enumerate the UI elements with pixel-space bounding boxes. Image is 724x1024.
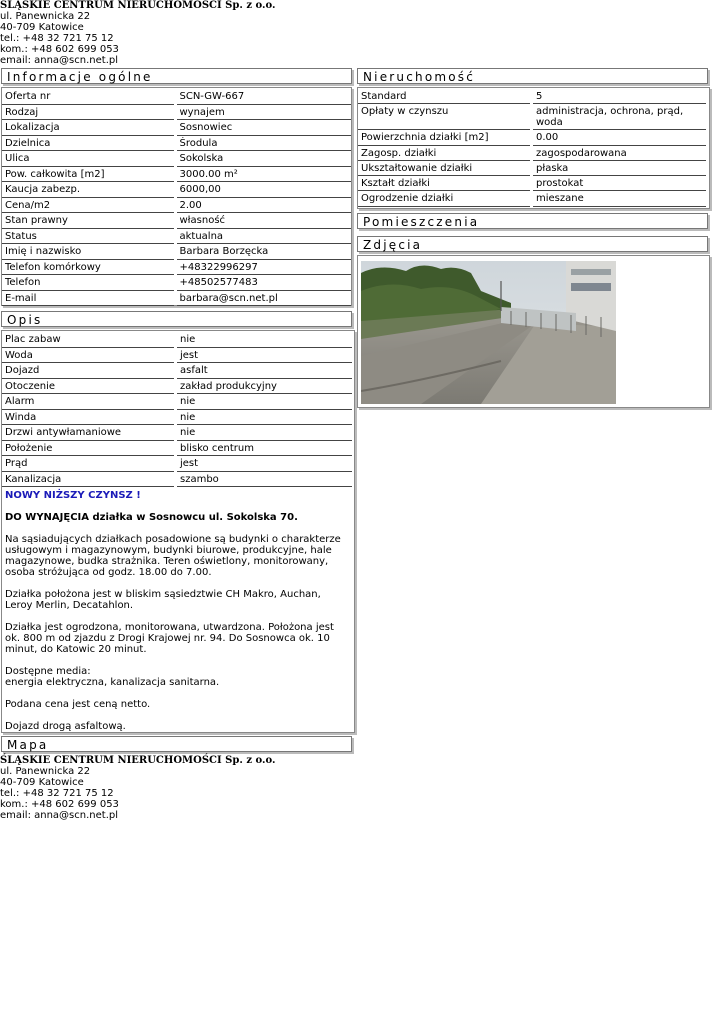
description-paragraph: Działka jest ogrodzona, monitorowana, utwardzona. Położona jest ok. 800 m od zjazdu z Drogi Krajowej nr. 94. Do Sosnowca ok. 10 minut, do Katowic 20 minut. [5, 622, 334, 655]
general-row [2, 182, 351, 198]
features-value: asfalt [177, 364, 352, 379]
features-row [2, 472, 354, 488]
property-row [358, 146, 709, 161]
company-email[interactable]: email: anna@scn.net.pl [0, 55, 118, 66]
general-label: Telefon komórkowy [2, 261, 174, 276]
section-photos-header: Zdjęcia [357, 236, 708, 252]
features-label: Plac zabaw [2, 333, 174, 348]
features-value: zakład produkcyjny [177, 380, 352, 395]
property-value: 0.00 [533, 130, 706, 145]
general-value: Sokolska [177, 152, 352, 167]
general-row [2, 260, 351, 276]
general-row [2, 244, 351, 260]
general-value: własność [177, 214, 352, 229]
features-value: nie [177, 395, 352, 410]
general-row [2, 291, 351, 307]
general-label: Cena/m2 [2, 199, 174, 214]
property-row [358, 176, 709, 191]
features-row [2, 410, 354, 426]
general-label: Stan prawny [2, 214, 174, 229]
features-label: Drzwi antywłamaniowe [2, 426, 174, 441]
property-value: administracja, ochrona, prąd, woda [533, 104, 706, 130]
company-city: 40-709 Katowice [0, 22, 84, 33]
features-label: Prąd [2, 457, 174, 472]
features-row [2, 379, 354, 395]
description-paragraph: Dojazd drogą asfaltową. [5, 721, 126, 732]
description-paragraph: Podana cena jest ceną netto. [5, 699, 151, 710]
features-row [2, 363, 354, 379]
general-row [2, 105, 351, 121]
property-value: prostokat [533, 176, 706, 191]
general-label: Oferta nr [2, 90, 174, 105]
general-row [2, 229, 351, 245]
general-value: +48322996297 [177, 261, 352, 276]
features-value: nie [177, 426, 352, 441]
general-row [2, 120, 351, 136]
property-value: 5 [533, 89, 706, 104]
general-row [2, 89, 351, 105]
description-media [5, 666, 351, 688]
property-label: Ogrodzenie działki [358, 191, 530, 206]
property-label: Opłaty w czynszu [358, 104, 530, 130]
features-value: nie [177, 411, 352, 426]
company-street: ul. Panewnicka 22 [0, 11, 91, 22]
features-label: Otoczenie [2, 380, 174, 395]
general-value: Barbara Borzęcka [177, 245, 352, 260]
general-row [2, 198, 351, 214]
general-label: Imię i nazwisko [2, 245, 174, 260]
property-row [358, 161, 709, 176]
features-row [2, 348, 354, 364]
property-panel [357, 87, 710, 209]
general-value: Środula [177, 137, 352, 152]
features-label: Winda [2, 411, 174, 426]
features-value: nie [177, 333, 352, 348]
property-label: Powierzchnia działki [m2] [358, 130, 530, 145]
description-text [2, 490, 354, 732]
general-label: Kaucja zabezp. [2, 183, 174, 198]
general-label: Pow. całkowita [m2] [2, 168, 174, 183]
features-label: Woda [2, 349, 174, 364]
general-label: Dzielnica [2, 137, 174, 152]
general-label: Ulica [2, 152, 174, 167]
company-kom: kom.: +48 602 699 053 [0, 799, 119, 810]
features-row [2, 441, 354, 457]
features-value: jest [177, 349, 352, 364]
general-value: wynajem [177, 106, 352, 121]
features-row [2, 456, 354, 472]
section-general-header: Informacje ogólne [1, 68, 352, 84]
general-label: Telefon [2, 276, 174, 291]
company-street: ul. Panewnicka 22 [0, 766, 91, 777]
general-label: Lokalizacja [2, 121, 174, 136]
section-description-header: Opis [1, 311, 352, 327]
property-label: Ukształtowanie działki [358, 161, 530, 176]
company-footer [0, 755, 275, 821]
features-label: Alarm [2, 395, 174, 410]
general-label: Rodzaj [2, 106, 174, 121]
company-tel: tel.: +48 32 721 75 12 [0, 33, 114, 44]
property-label: Zagosp. działki [358, 146, 530, 161]
property-row [358, 89, 709, 104]
features-value: blisko centrum [177, 442, 352, 457]
general-value: 6000,00 [177, 183, 352, 198]
features-row [2, 332, 354, 348]
section-property-header: Nieruchomość [357, 68, 708, 84]
property-value: zagospodarowana [533, 146, 706, 161]
property-row [358, 104, 709, 130]
company-email[interactable]: email: anna@scn.net.pl [0, 810, 118, 821]
company-tel: tel.: +48 32 721 75 12 [0, 788, 114, 799]
property-value: płaska [533, 161, 706, 176]
features-row [2, 394, 354, 410]
property-row [358, 191, 709, 206]
property-row [358, 130, 709, 145]
section-map-header: Mapa [1, 736, 352, 752]
general-value: SCN-GW-667 [177, 90, 352, 105]
property-photo[interactable] [361, 261, 616, 404]
section-rooms-header: Pomieszczenia [357, 213, 708, 229]
general-value: barbara@scn.net.pl [177, 292, 352, 307]
description-headline: DO WYNAJĘCIA działka w Sosnowcu ul. Sokolska 70. [5, 512, 298, 523]
company-city: 40-709 Katowice [0, 777, 84, 788]
general-value: Sosnowiec [177, 121, 352, 136]
features-value: jest [177, 457, 352, 472]
description-panel [1, 330, 355, 733]
features-label: Położenie [2, 442, 174, 457]
features-row [2, 425, 354, 441]
features-value: szambo [177, 473, 352, 488]
features-label: Dojazd [2, 364, 174, 379]
company-name: ŚLĄSKIE CENTRUM NIERUCHOMOŚCI Sp. z o.o. [0, 755, 276, 766]
general-row [2, 151, 351, 167]
general-value: aktualna [177, 230, 352, 245]
description-paragraph: Na sąsiadujących działkach posadowione są budynki o charakterze usługowym i magazynowym, budynki biurowe, produkcyjne, hale magazynowe, budka strażnika. Teren oświetlony, monitorowany, osoba stróżująca od godz. 18.00 do 7.00. [5, 534, 341, 578]
general-label: E-mail [2, 292, 174, 307]
property-value: mieszane [533, 191, 706, 206]
general-info-panel [1, 87, 352, 306]
general-row [2, 213, 351, 229]
property-label: Kształt działki [358, 176, 530, 191]
property-label: Standard [358, 89, 530, 104]
media-label: Dostępne media: [5, 666, 91, 677]
description-paragraph: Działka położona jest w bliskim sąsiedztwie CH Makro, Auchan, Leroy Merlin, Decatahlon. [5, 589, 321, 611]
media-list: energia elektryczna, kanalizacja sanitarna. [5, 677, 220, 688]
company-header [0, 0, 275, 66]
features-label: Kanalizacja [2, 473, 174, 488]
description-lead: NOWY NIŻSZY CZYNSZ ! [5, 490, 141, 501]
company-name: ŚLĄSKIE CENTRUM NIERUCHOMOŚCI Sp. z o.o. [0, 0, 276, 11]
general-row [2, 167, 351, 183]
general-row [2, 136, 351, 152]
general-value: 3000.00 m² [177, 168, 352, 183]
general-value: +48502577483 [177, 276, 352, 291]
general-value: 2.00 [177, 199, 352, 214]
general-label: Status [2, 230, 174, 245]
general-row [2, 275, 351, 291]
company-kom: kom.: +48 602 699 053 [0, 44, 119, 55]
property-photo-image [361, 261, 616, 404]
